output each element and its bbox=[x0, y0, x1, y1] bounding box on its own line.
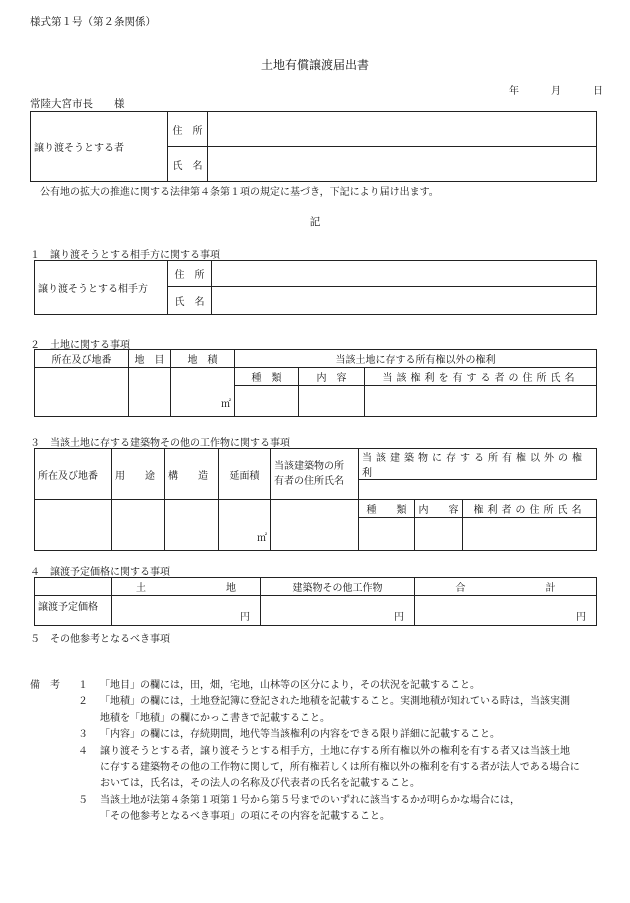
land-col-category: 地 目 bbox=[129, 350, 171, 368]
applicant-table bbox=[30, 111, 597, 182]
price-col-total: 合 計 bbox=[415, 578, 597, 596]
building-content-field[interactable] bbox=[415, 518, 463, 551]
building-col-location: 所在及び地番 bbox=[35, 449, 112, 500]
section2-heading: ２ 土地に関する事項 bbox=[30, 340, 130, 351]
price-total-unit: 円 bbox=[576, 612, 586, 623]
counterparty-address-label: 住 所 bbox=[168, 261, 212, 287]
building-col-owner-line1: 当該建築物の所 bbox=[274, 461, 344, 472]
date-day: 日 bbox=[593, 86, 603, 97]
page-title: 土地有償譲渡届出書 bbox=[260, 58, 369, 72]
building-sub-content: 内 容 bbox=[415, 500, 463, 518]
land-sub-type: 種 類 bbox=[235, 368, 299, 386]
price-land-unit: 円 bbox=[240, 612, 250, 623]
building-col-structure: 構 造 bbox=[165, 449, 219, 500]
note-4-number: ４ bbox=[78, 745, 88, 757]
price-total-field[interactable] bbox=[415, 596, 597, 626]
land-sub-content: 内 容 bbox=[299, 368, 365, 386]
land-content-field[interactable] bbox=[299, 386, 365, 417]
building-holder-field[interactable] bbox=[463, 518, 597, 551]
building-col-use: 用 途 bbox=[112, 449, 165, 500]
price-land-field[interactable] bbox=[112, 596, 261, 626]
price-building-unit: 円 bbox=[394, 612, 404, 623]
applicant-address-label: 住 所 bbox=[168, 112, 208, 147]
note-3-number: ３ bbox=[78, 729, 88, 741]
note-4-line-1: 譲り渡そうとする者，譲り渡そうとする相手方，土地に存する所有権以外の権利を有する者又は当該土地 bbox=[100, 745, 570, 757]
building-col-owner bbox=[271, 449, 359, 500]
land-table bbox=[34, 349, 597, 417]
note-4-line-3: おいては，氏名は，その法人の名称及び代表者の氏名を記載すること。 bbox=[100, 778, 420, 790]
counterparty-table bbox=[34, 260, 597, 315]
addressee: 常陸大宮市長 様 bbox=[30, 98, 125, 110]
counterparty-address-field[interactable] bbox=[212, 261, 597, 287]
price-col-land: 土 地 bbox=[112, 578, 261, 596]
applicant-label: 譲り渡そうとする者 bbox=[31, 112, 168, 182]
price-building-field[interactable] bbox=[261, 596, 415, 626]
building-floor-area-unit: ㎡ bbox=[257, 533, 267, 544]
land-area-field[interactable] bbox=[171, 368, 235, 417]
building-type-field[interactable] bbox=[359, 518, 415, 551]
section5-heading: ５ その他参考となるべき事項 bbox=[30, 634, 170, 645]
land-col-area: 地 積 bbox=[171, 350, 235, 368]
applicant-address-field[interactable] bbox=[208, 112, 597, 147]
ki-heading: 記 bbox=[309, 216, 321, 228]
land-category-field[interactable] bbox=[129, 368, 171, 417]
price-col-building: 建築物その他工作物 bbox=[261, 578, 415, 596]
note-5-line-2: 「その他参考となるべき事項」の項にその内容を記載すること。 bbox=[100, 811, 390, 823]
building-location-field[interactable] bbox=[35, 500, 112, 551]
date-month: 月 bbox=[551, 86, 561, 97]
land-col-location: 所在及び地番 bbox=[35, 350, 129, 368]
intro-text: 公有地の拡大の推進に関する法律第４条第１項の規定に基づき，下記により届け出ます。 bbox=[40, 187, 439, 198]
counterparty-label: 譲り渡そうとする相手方 bbox=[35, 261, 168, 315]
building-col-owner-line2: 有者の住所氏名 bbox=[274, 476, 344, 487]
building-sub-holder: 権利者の住所氏名 bbox=[463, 500, 597, 518]
note-2-line-2: 地積を「地積」の欄にかっこ書きで記載すること。 bbox=[100, 712, 330, 724]
land-sub-holder: 当該権利を有する者の住所氏名 bbox=[365, 368, 597, 386]
land-col-rights: 当該土地に存する所有権以外の権利 bbox=[235, 350, 597, 368]
note-3-line-1: 「内容」の欄には，存続期間，地代等当該権利の内容をできる限り詳細に記載すること。 bbox=[100, 729, 500, 741]
note-1-line-1: 「地目」の欄には，田，畑，宅地，山林等の区分により，その状況を記載すること。 bbox=[100, 680, 480, 691]
counterparty-name-field[interactable] bbox=[212, 287, 597, 315]
note-4-line-2: に存する建築物その他の工作物に関して，所有権若しくは所有権以外の権利を有する者が法人である場合に bbox=[100, 761, 580, 773]
building-structure-field[interactable] bbox=[165, 500, 219, 551]
building-use-field[interactable] bbox=[112, 500, 165, 551]
applicant-name-label: 氏 名 bbox=[168, 147, 208, 182]
note-1-number: １ bbox=[78, 680, 88, 691]
land-location-field[interactable] bbox=[35, 368, 129, 417]
price-row-label: 譲渡予定価格 bbox=[35, 596, 112, 626]
date-year: 年 bbox=[509, 86, 519, 97]
section4-heading: ４ 譲渡予定価格に関する事項 bbox=[30, 567, 170, 578]
form-number: 様式第１号（第２条関係） bbox=[30, 16, 156, 28]
building-floor-area-field[interactable] bbox=[219, 500, 271, 551]
note-5-line-1: 当該土地が法第４条第１項第１号から第５号までのいずれに該当するかが明らかな場合には， bbox=[100, 794, 520, 806]
land-holder-field[interactable] bbox=[365, 386, 597, 417]
section1-heading: １ 譲り渡そうとする相手方に関する事項 bbox=[30, 250, 220, 261]
building-sub-type: 種 類 bbox=[359, 500, 415, 518]
note-5-number: ５ bbox=[78, 794, 88, 806]
price-col-empty bbox=[35, 578, 112, 596]
building-table bbox=[34, 448, 597, 551]
land-type-field[interactable] bbox=[235, 386, 299, 417]
section3-heading: ３ 当該土地に存する建築物その他の工作物に関する事項 bbox=[30, 438, 290, 449]
price-table bbox=[34, 577, 597, 626]
building-col-floor-area: 延面積 bbox=[219, 449, 271, 500]
date-line bbox=[509, 82, 603, 97]
counterparty-name-label: 氏 名 bbox=[168, 287, 212, 315]
notes-label: 備 考 bbox=[30, 680, 60, 691]
building-owner-field[interactable] bbox=[271, 500, 359, 551]
note-2-line-1: 「地積」の欄には，土地登記簿に登記された地積を記載すること。実測地積が知れている時は，当該実測 bbox=[100, 696, 570, 708]
note-2-number: ２ bbox=[78, 696, 88, 708]
building-col-rights: 当該建築物に存する所有権以外の権利 bbox=[359, 449, 597, 480]
applicant-name-field[interactable] bbox=[208, 147, 597, 182]
land-area-unit: ㎡ bbox=[221, 399, 231, 410]
